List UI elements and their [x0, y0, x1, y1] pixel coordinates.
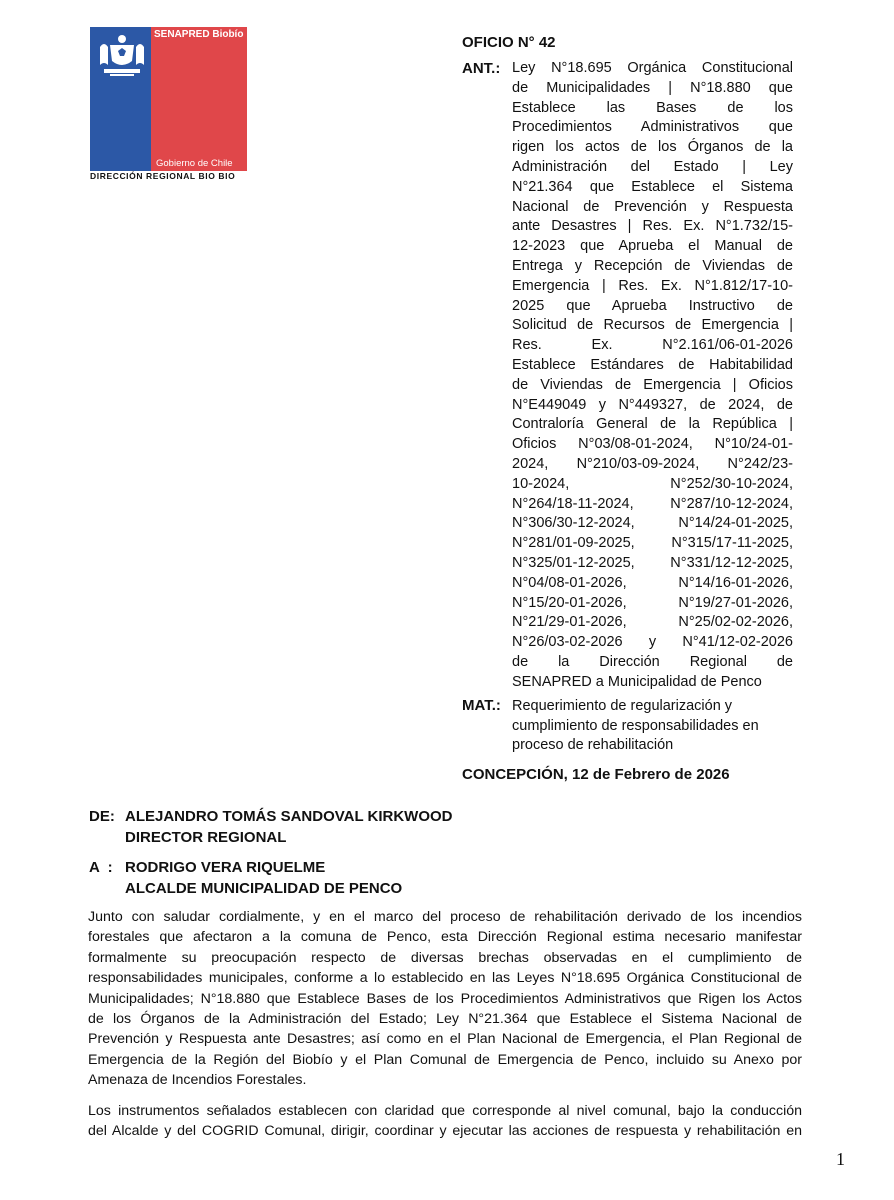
paragraph-line: Amenaza de Incendios Forestales.: [88, 1072, 307, 1089]
ant-line: 12-2023 que Aprueba el Manual de: [512, 238, 793, 255]
mat-line: Requerimiento de regularización y: [512, 698, 733, 714]
paragraph-line: Municipalidades; N°18.880 que Establece Bases de los Procedimientos Administrativos que Rigen los Actos: [88, 990, 802, 1007]
recipient-title: ALCALDE MUNICIPALIDAD DE PENCO: [125, 880, 403, 897]
mat-line: cumplimiento de responsabilidades en: [512, 717, 759, 734]
ant-line: rigen los actos de los Órganos de la: [512, 139, 793, 156]
paragraph-line: forestales que afectaron a la comuna de Penco, esta Dirección Regional estima necesario manifestar: [88, 929, 802, 946]
ant-line: N°21.364 que Establece el Sistema: [512, 178, 793, 195]
ant-line: SENAPRED a Municipalidad de Penco: [512, 673, 762, 690]
ant-line: de Municipalidades | N°18.880 que: [512, 79, 793, 96]
ant-line: Res. Ex. N°2.161/06-01-2026: [512, 337, 793, 354]
paragraph-line: responsabilidades municipales, conforme a lo establecido en las Leyes N°18.695 Orgánica Constitucional de: [88, 970, 802, 987]
ant-line: N°21/29-01-2026, N°25/02-02-2026,: [512, 614, 793, 631]
ant-line: Nacional de Prevención y Respuesta: [512, 198, 793, 215]
ant-line: 2024, N°210/03-09-2024, N°242/23-: [512, 455, 793, 472]
mat-text: [512, 697, 793, 756]
sender-title: DIRECTOR REGIONAL: [125, 829, 287, 846]
paragraph-line: Junto con saludar cordialmente, y en el marco del proceso de rehabilitación derivado de los incendios: [88, 909, 802, 925]
recipient-name: RODRIGO VERA RIQUELME: [125, 859, 326, 876]
mat-label: MAT.:: [462, 697, 501, 714]
ant-line: Emergencia | Res. Ex. N°1.812/17-10-: [512, 277, 793, 294]
ant-line: Entrega y Recepción de Viviendas de: [512, 257, 793, 274]
ant-line: Establece las Bases de los: [512, 99, 793, 116]
paragraph-line: Prevención y Respuesta ante Desastres; así como en el Plan Nacional de Emergencia, el Plan Regional de: [88, 1031, 802, 1048]
ant-line: N°04/08-01-2026, N°14/16-01-2026,: [512, 574, 793, 591]
ant-line: de Viviendas de Emergencia | Oficios: [512, 376, 793, 393]
a-label: A :: [89, 859, 113, 876]
ant-line: N°306/30-12-2024, N°14/24-01-2025,: [512, 515, 793, 532]
sender-block: [89, 806, 453, 848]
mat-line: proceso de rehabilitación: [512, 737, 674, 753]
senapred-logo: [90, 27, 247, 171]
ant-line: 2025 que Aprueba Instructivo de: [512, 297, 793, 314]
body-paragraph-2: [88, 1101, 802, 1142]
ant-line: N°281/01-09-2025, N°315/17-11-2025,: [512, 535, 793, 552]
ant-line: N°26/03-02-2026 y N°41/12-02-2026: [512, 634, 793, 651]
region-label: DIRECCIÓN REGIONAL BIO BIO: [90, 171, 236, 181]
paragraph-line: del Alcalde y del COGRID Comunal, dirigir, coordinar y ejecutar las acciones de respuesta y rehabilitación en: [88, 1123, 802, 1140]
ant-line: ante Desastres | Res. Ex. N°1.732/15-: [512, 218, 793, 235]
ant-line: N°15/20-01-2026, N°19/27-01-2026,: [512, 594, 793, 611]
body-paragraph-1: [88, 907, 802, 1091]
paragraph-line: Los instrumentos señalados establecen con claridad que corresponde al nivel comunal, bajo la conducción: [88, 1103, 802, 1119]
ant-line: Contraloría General de la República |: [512, 416, 793, 433]
logo-senapred-text: SENAPRED Biobío: [154, 29, 244, 40]
oficio-number: OFICIO N° 42: [462, 34, 556, 51]
ant-line: N°E449049 y N°449327, de 2024, de: [512, 396, 793, 413]
ant-line: de la Dirección Regional de: [512, 653, 793, 670]
ant-line: N°264/18-11-2024, N°287/10-12-2024,: [512, 495, 793, 512]
sender-name: ALEJANDRO TOMÁS SANDOVAL KIRKWOOD: [125, 808, 453, 825]
ant-line: Procedimientos Administrativos que: [512, 119, 793, 136]
paragraph-line: de los Órganos de la Administración del Estado; Ley N°21.364 que Establece el Sistema Nacional de: [88, 1010, 802, 1027]
ant-line: 10-2024, N°252/30-10-2024,: [512, 475, 793, 492]
ant-line: Solicitud de Recursos de Emergencia |: [512, 317, 793, 334]
coat-of-arms-icon: [96, 31, 148, 79]
logo-red-panel: [151, 27, 247, 171]
ant-line: Establece Estándares de Habitabilidad: [512, 356, 793, 373]
ant-text: [512, 59, 793, 693]
paragraph-line: formalmente su preocupación respecto de diversas brechas observadas en el cumplimiento de: [88, 949, 802, 966]
recipient-block: [89, 857, 402, 899]
ant-label: ANT.:: [462, 60, 501, 77]
ant-line: Administración del Estado | Ley: [512, 158, 793, 175]
paragraph-line: Emergencia de la Región del Biobío y el Plan Comunal de Emergencia de Penco, incluido su Anexo por: [88, 1051, 802, 1068]
ant-line: Ley N°18.695 Orgánica Constitucional: [512, 60, 793, 76]
logo-gobierno-text: Gobierno de Chile: [156, 158, 233, 169]
page-number: 1: [836, 1149, 845, 1169]
de-label: DE:: [89, 808, 115, 825]
ant-line: N°325/01-12-2025, N°331/12-12-2025,: [512, 554, 793, 571]
ant-line: Oficios N°03/08-01-2024, N°10/24-01-: [512, 436, 793, 453]
place-date: CONCEPCIÓN, 12 de Febrero de 2026: [462, 766, 730, 783]
